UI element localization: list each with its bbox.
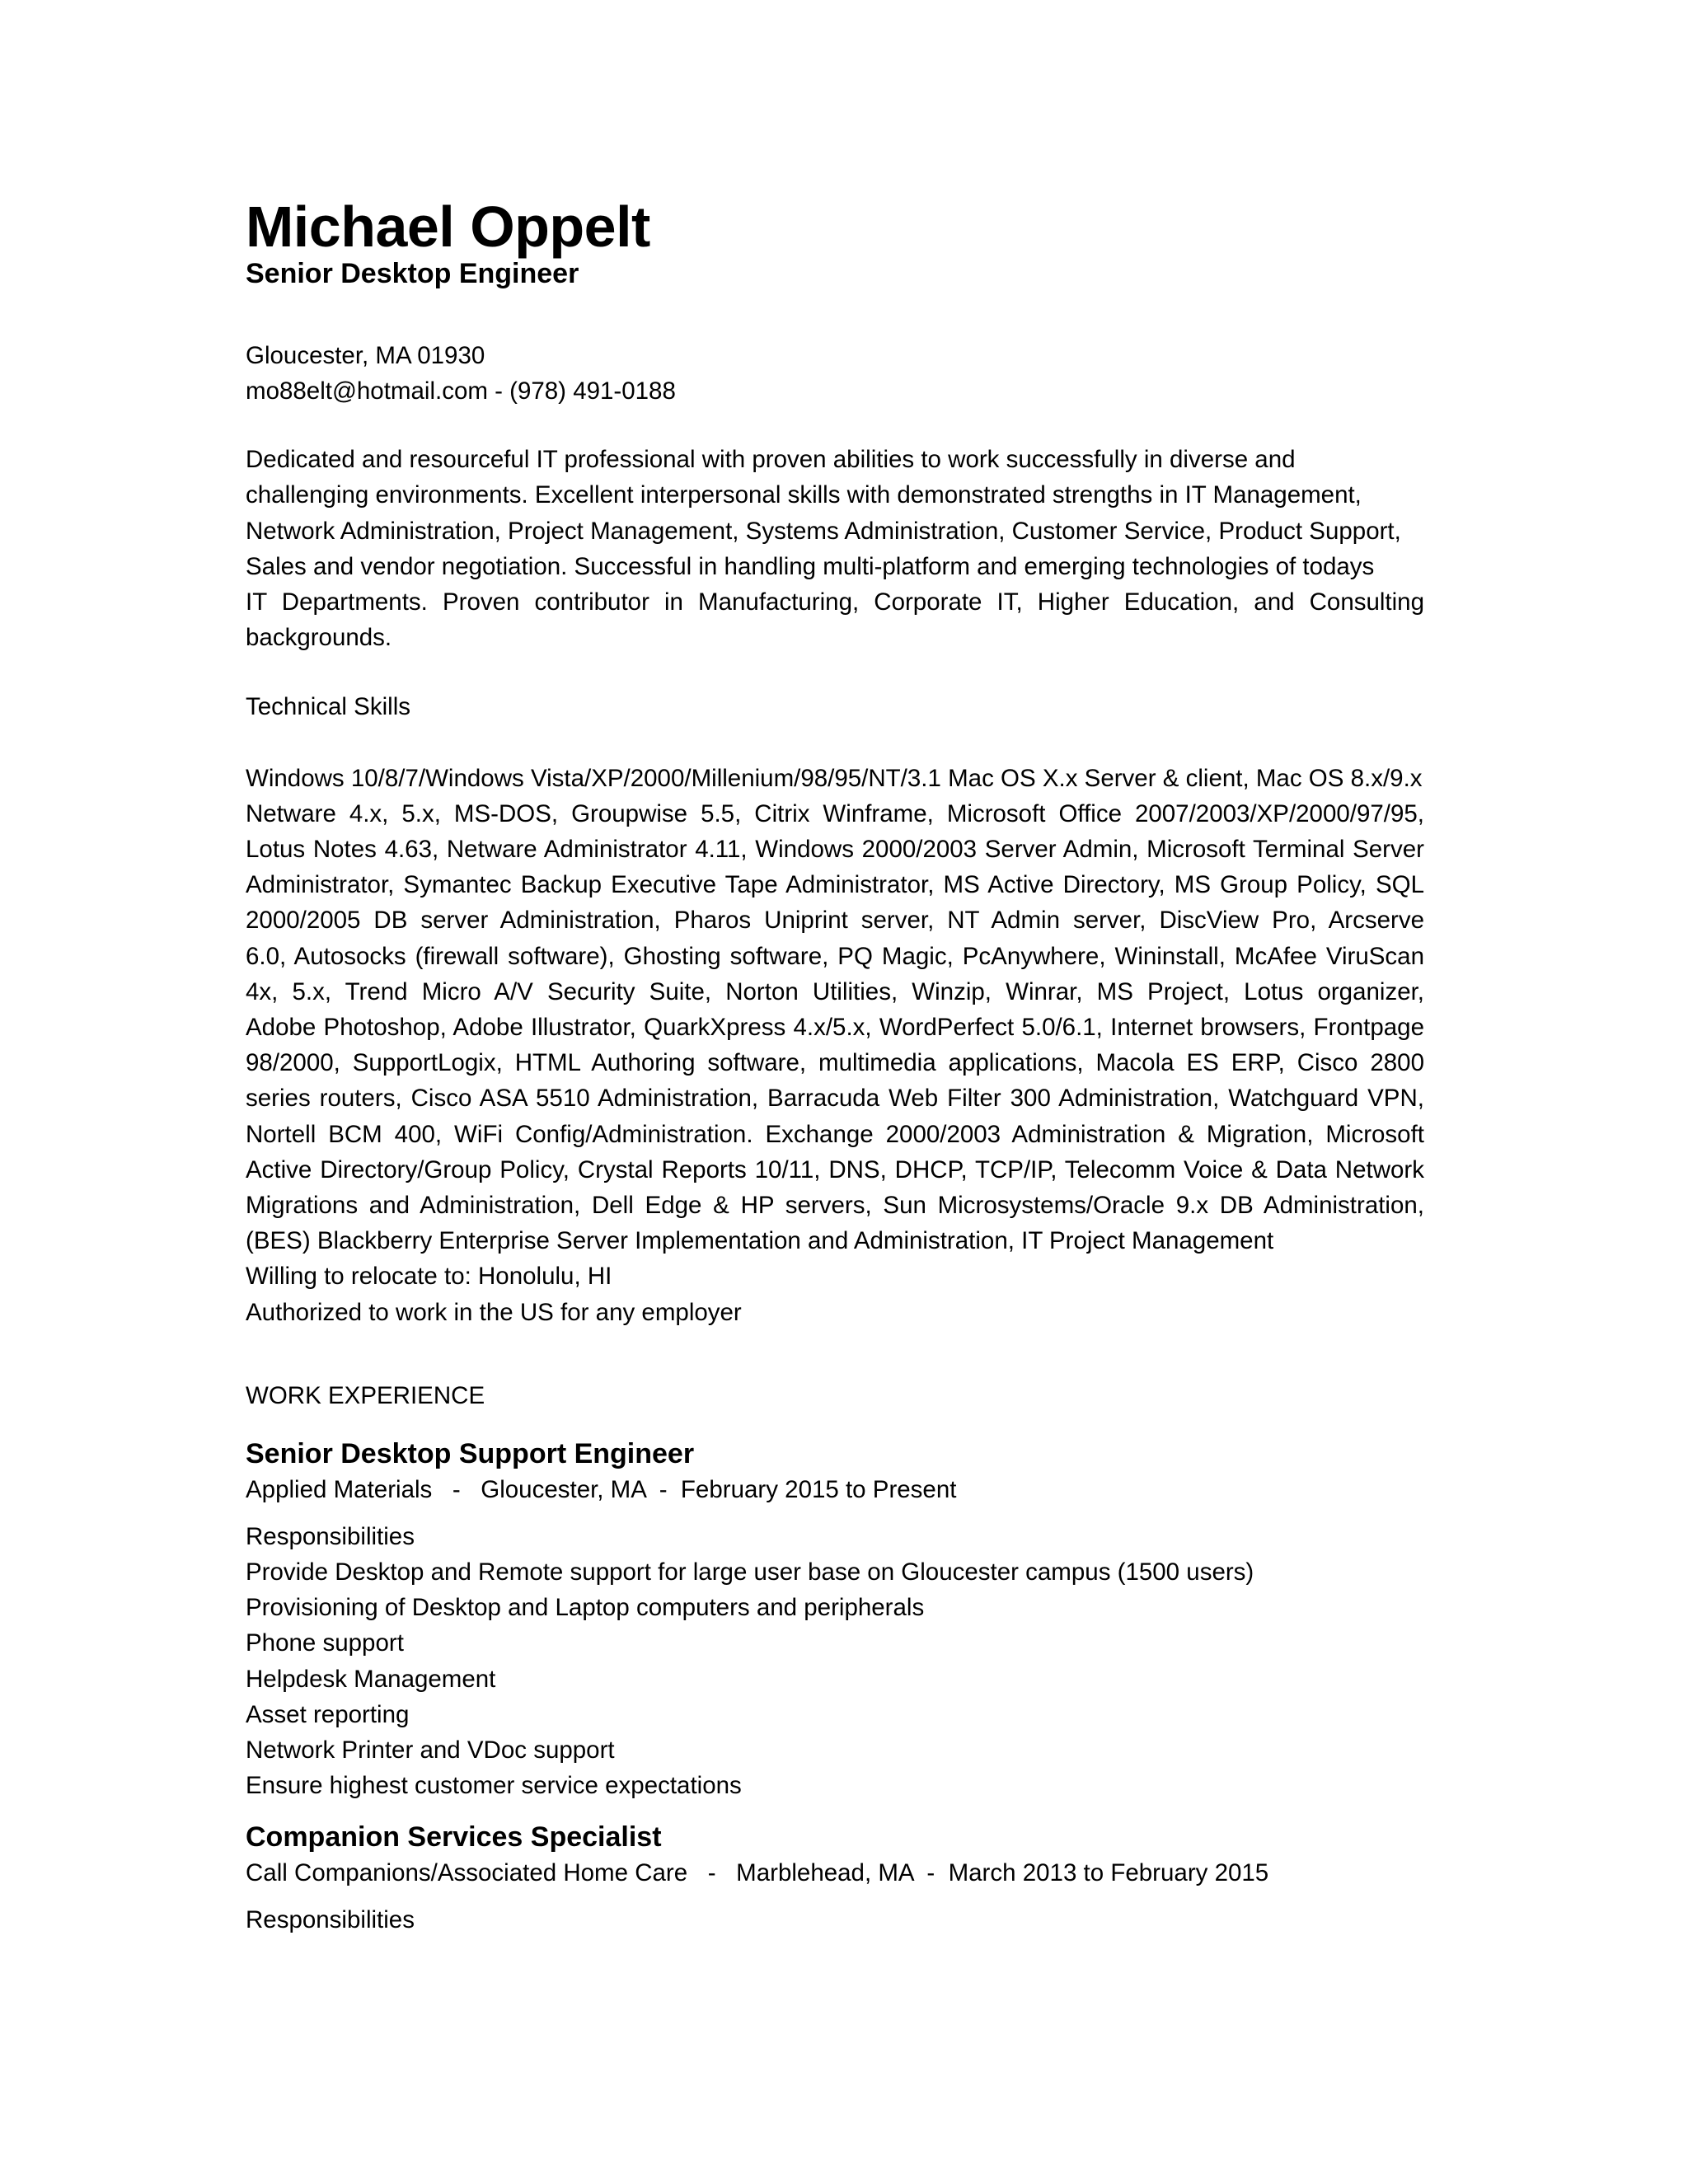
summary-paragraph	[246, 442, 1424, 655]
responsibilities-list	[246, 1554, 1424, 1803]
responsibility-item: Asset reporting	[246, 1700, 410, 1728]
job-entry	[246, 1436, 1424, 1803]
candidate-name: Michael Oppelt	[246, 194, 650, 259]
responsibility-item: Provide Desktop and Remote support for large user base on Gloucester campus (1500 users)	[246, 1558, 1254, 1586]
contact-location: Gloucester, MA 01930	[246, 341, 485, 369]
summary-line: Dedicated and resourceful IT professional with proven abilities to work successfully in diverse and	[246, 446, 1296, 474]
job-entry	[246, 1820, 1424, 1938]
contact-block	[246, 338, 1424, 409]
job-title: Senior Desktop Support Engineer	[246, 1438, 695, 1470]
responsibility-item: Helpdesk Management	[246, 1665, 496, 1693]
responsibility-item: Network Printer and VDoc support	[246, 1736, 615, 1764]
job-meta: Applied Materials - Gloucester, MA - February 2015 to Present	[246, 1475, 957, 1503]
work-authorization-note: Authorized to work in the US for any employer	[246, 1298, 742, 1326]
skills-line: Nortell BCM 400, WiFi Config/Administration. Exchange 2000/2003 Administration & Migration, Microsoft	[246, 1120, 1424, 1148]
skills-line: Netware 4.x, 5.x, MS-DOS, Groupwise 5.5, Citrix Winframe, Microsoft Office 2007/2003/XP/2000/97/95,	[246, 799, 1424, 827]
skills-line: 98/2000, SupportLogix, HTML Authoring software, multimedia applications, Macola ES ERP, Cisco 2800	[246, 1049, 1424, 1077]
skills-line: Lotus Notes 4.63, Netware Administrator 4.11, Windows 2000/2003 Server Admin, Microsoft Terminal Server	[246, 836, 1424, 864]
summary-line: challenging environments. Excellent interpersonal skills with demonstrated strengths in IT Management,	[246, 481, 1362, 509]
skills-line: 2000/2005 DB server Administration, Pharos Uniprint server, NT Admin server, DiscView Pro, Arcserve	[246, 907, 1424, 935]
summary-line: IT Departments. Proven contributor in Manufacturing, Corporate IT, Higher Education, and Consulting	[246, 588, 1424, 616]
skills-heading: Technical Skills	[246, 693, 411, 721]
responsibility-item: Ensure highest customer service expectations	[246, 1772, 742, 1800]
responsibilities-label: Responsibilities	[246, 1522, 415, 1550]
candidate-title: Senior Desktop Engineer	[246, 258, 579, 289]
job-title: Companion Services Specialist	[246, 1821, 662, 1854]
skills-line: series routers, Cisco ASA 5510 Administration, Barracuda Web Filter 300 Administration, Watchguard VPN,	[246, 1085, 1424, 1113]
relocation-note: Willing to relocate to: Honolulu, HI	[246, 1263, 612, 1291]
skills-paragraph	[246, 761, 1424, 1330]
skills-line: Adobe Photoshop, Adobe Illustrator, QuarkXpress 4.x/5.x, WordPerfect 5.0/6.1, Internet browsers, Frontpage	[246, 1014, 1424, 1042]
skills-line: 4x, 5.x, Trend Micro A/V Security Suite, Norton Utilities, Winzip, Winrar, MS Project, Lotus organizer,	[246, 977, 1424, 1005]
responsibility-item: Provisioning of Desktop and Laptop computers and peripherals	[246, 1594, 925, 1622]
contact-email-phone: mo88elt@hotmail.com - (978) 491-0188	[246, 377, 676, 405]
summary-line: backgrounds.	[246, 624, 392, 652]
skills-line: Windows 10/8/7/Windows Vista/XP/2000/Millenium/98/95/NT/3.1 Mac OS X.x Server & client, Mac OS 8.x/9.x	[246, 764, 1423, 792]
summary-line: Sales and vendor negotiation. Successful in handling multi-platform and emerging technologies of todays	[246, 552, 1375, 580]
skills-line: Administrator, Symantec Backup Executive Tape Administrator, MS Active Directory, MS Group Policy, SQL	[246, 871, 1424, 899]
resume-page	[246, 194, 1424, 1938]
skills-line: Migrations and Administration, Dell Edge & HP servers, Sun Microsystems/Oracle 9.x DB Administration,	[246, 1192, 1424, 1220]
job-meta: Call Companions/Associated Home Care - Marblehead, MA - March 2013 to February 2015	[246, 1858, 1269, 1886]
skills-line: (BES) Blackberry Enterprise Server Implementation and Administration, IT Project Management	[246, 1227, 1274, 1255]
skills-line: 6.0, Autosocks (firewall software), Ghosting software, PQ Magic, PcAnywhere, Wininstall, McAfee ViruScan	[246, 942, 1424, 970]
responsibility-item: Phone support	[246, 1629, 404, 1657]
skills-line: Active Directory/Group Policy, Crystal Reports 10/11, DNS, DHCP, TCP/IP, Telecomm Voice & Data Network	[246, 1155, 1424, 1183]
summary-line: Network Administration, Project Management, Systems Administration, Customer Service, Product Support,	[246, 517, 1401, 545]
work-experience-heading: WORK EXPERIENCE	[246, 1381, 485, 1409]
responsibilities-label: Responsibilities	[246, 1906, 415, 1934]
